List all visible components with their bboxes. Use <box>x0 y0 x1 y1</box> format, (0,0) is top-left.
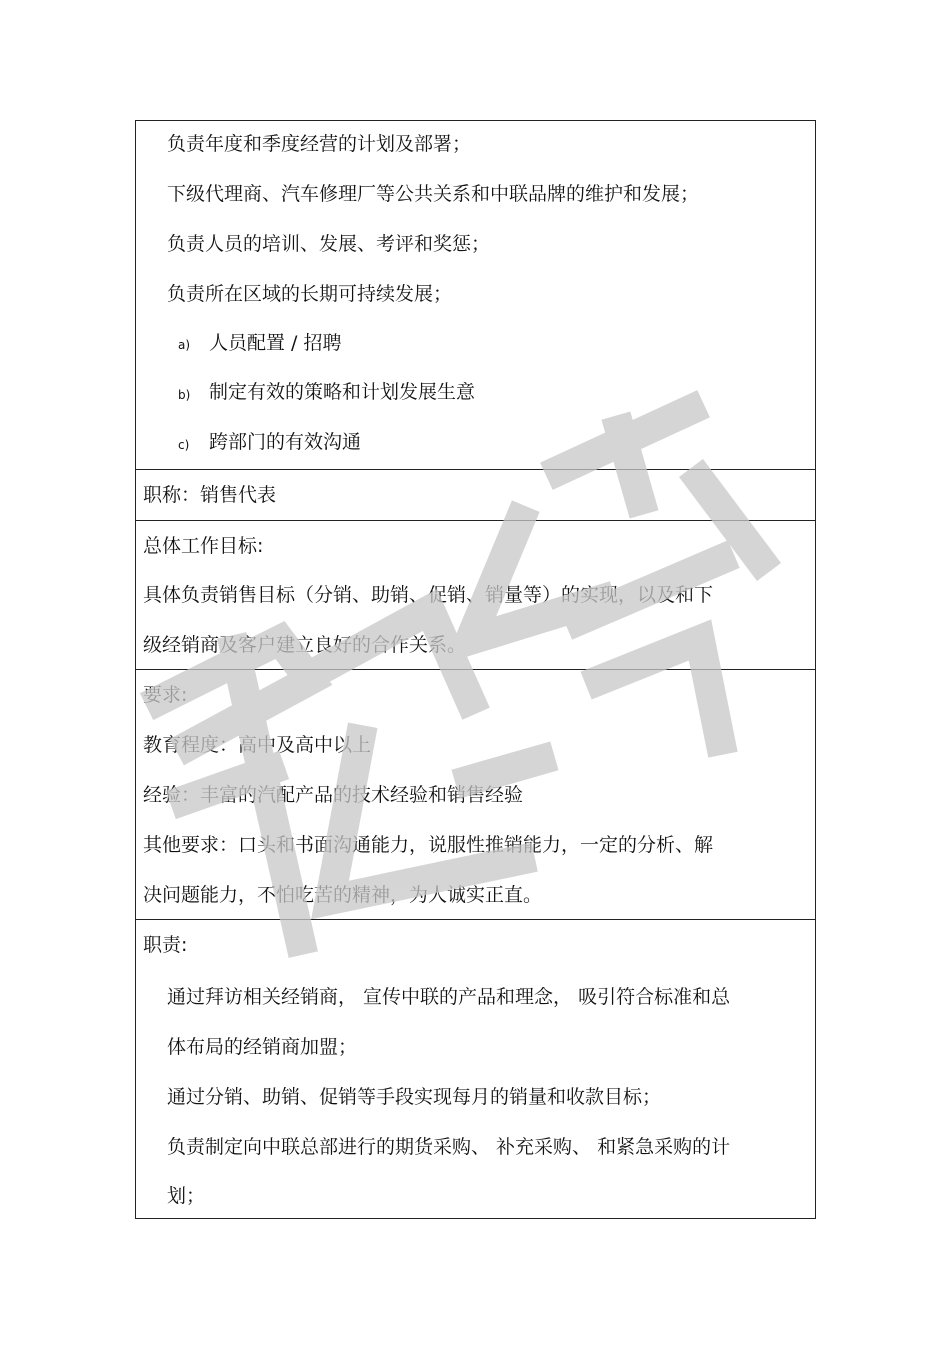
duties-heading: 职责: <box>143 934 188 956</box>
list-marker: b) <box>178 388 191 402</box>
duties-row <box>136 919 815 1218</box>
title-row <box>136 469 815 520</box>
duty-item: 负责人员的培训、发展、考评和奖惩； <box>167 233 491 255</box>
other-requirement: 决问题能力，不怕吃苦的精神，为人诚实正直。 <box>143 884 543 906</box>
duty-item: 负责年度和季度经营的计划及部署； <box>167 133 472 155</box>
job-title: 职称：销售代表 <box>143 484 277 506</box>
experience-requirement: 经验：丰富的汽配产品的技术经验和销售经验 <box>143 784 524 806</box>
job-description-table <box>135 120 816 1219</box>
goal-heading: 总体工作目标: <box>143 535 264 557</box>
sub-item: 制定有效的策略和计划发展生意 <box>209 381 476 403</box>
goal-text: 级经销商及客户建立良好的合作关系。 <box>143 634 467 656</box>
goal-row <box>136 520 815 669</box>
requirements-row <box>136 669 815 919</box>
list-marker: c) <box>178 438 190 452</box>
duty-item: 通过拜访相关经销商， 宣传中联的产品和理念， 吸引符合标准和总 <box>167 986 731 1008</box>
responsibilities-row <box>136 121 815 469</box>
sub-item: 人员配置 / 招聘 <box>209 332 342 354</box>
education-requirement: 教育程度：高中及高中以上 <box>143 734 372 756</box>
sub-item: 跨部门的有效沟通 <box>209 431 362 453</box>
list-marker: a) <box>178 338 191 352</box>
duty-item: 下级代理商、汽车修理厂等公共关系和中联品牌的维护和发展； <box>167 183 700 205</box>
duty-item: 负责制定向中联总部进行的期货采购、 补充采购、 和紧急采购的计 <box>167 1136 731 1158</box>
goal-text: 具体负责销售目标（分销、助销、促销、销量等）的实现，以及和下 <box>143 584 714 606</box>
duty-item: 通过分销、助销、促销等手段实现每月的销量和收款目标； <box>167 1086 662 1108</box>
duty-item: 体布局的经销商加盟； <box>167 1036 358 1058</box>
duty-item: 负责所在区域的长期可持续发展； <box>167 283 453 305</box>
duty-item: 划； <box>167 1185 206 1207</box>
requirements-heading: 要求: <box>143 684 188 706</box>
other-requirement: 其他要求：口头和书面沟通能力，说服性推销能力，一定的分析、解 <box>143 834 714 856</box>
